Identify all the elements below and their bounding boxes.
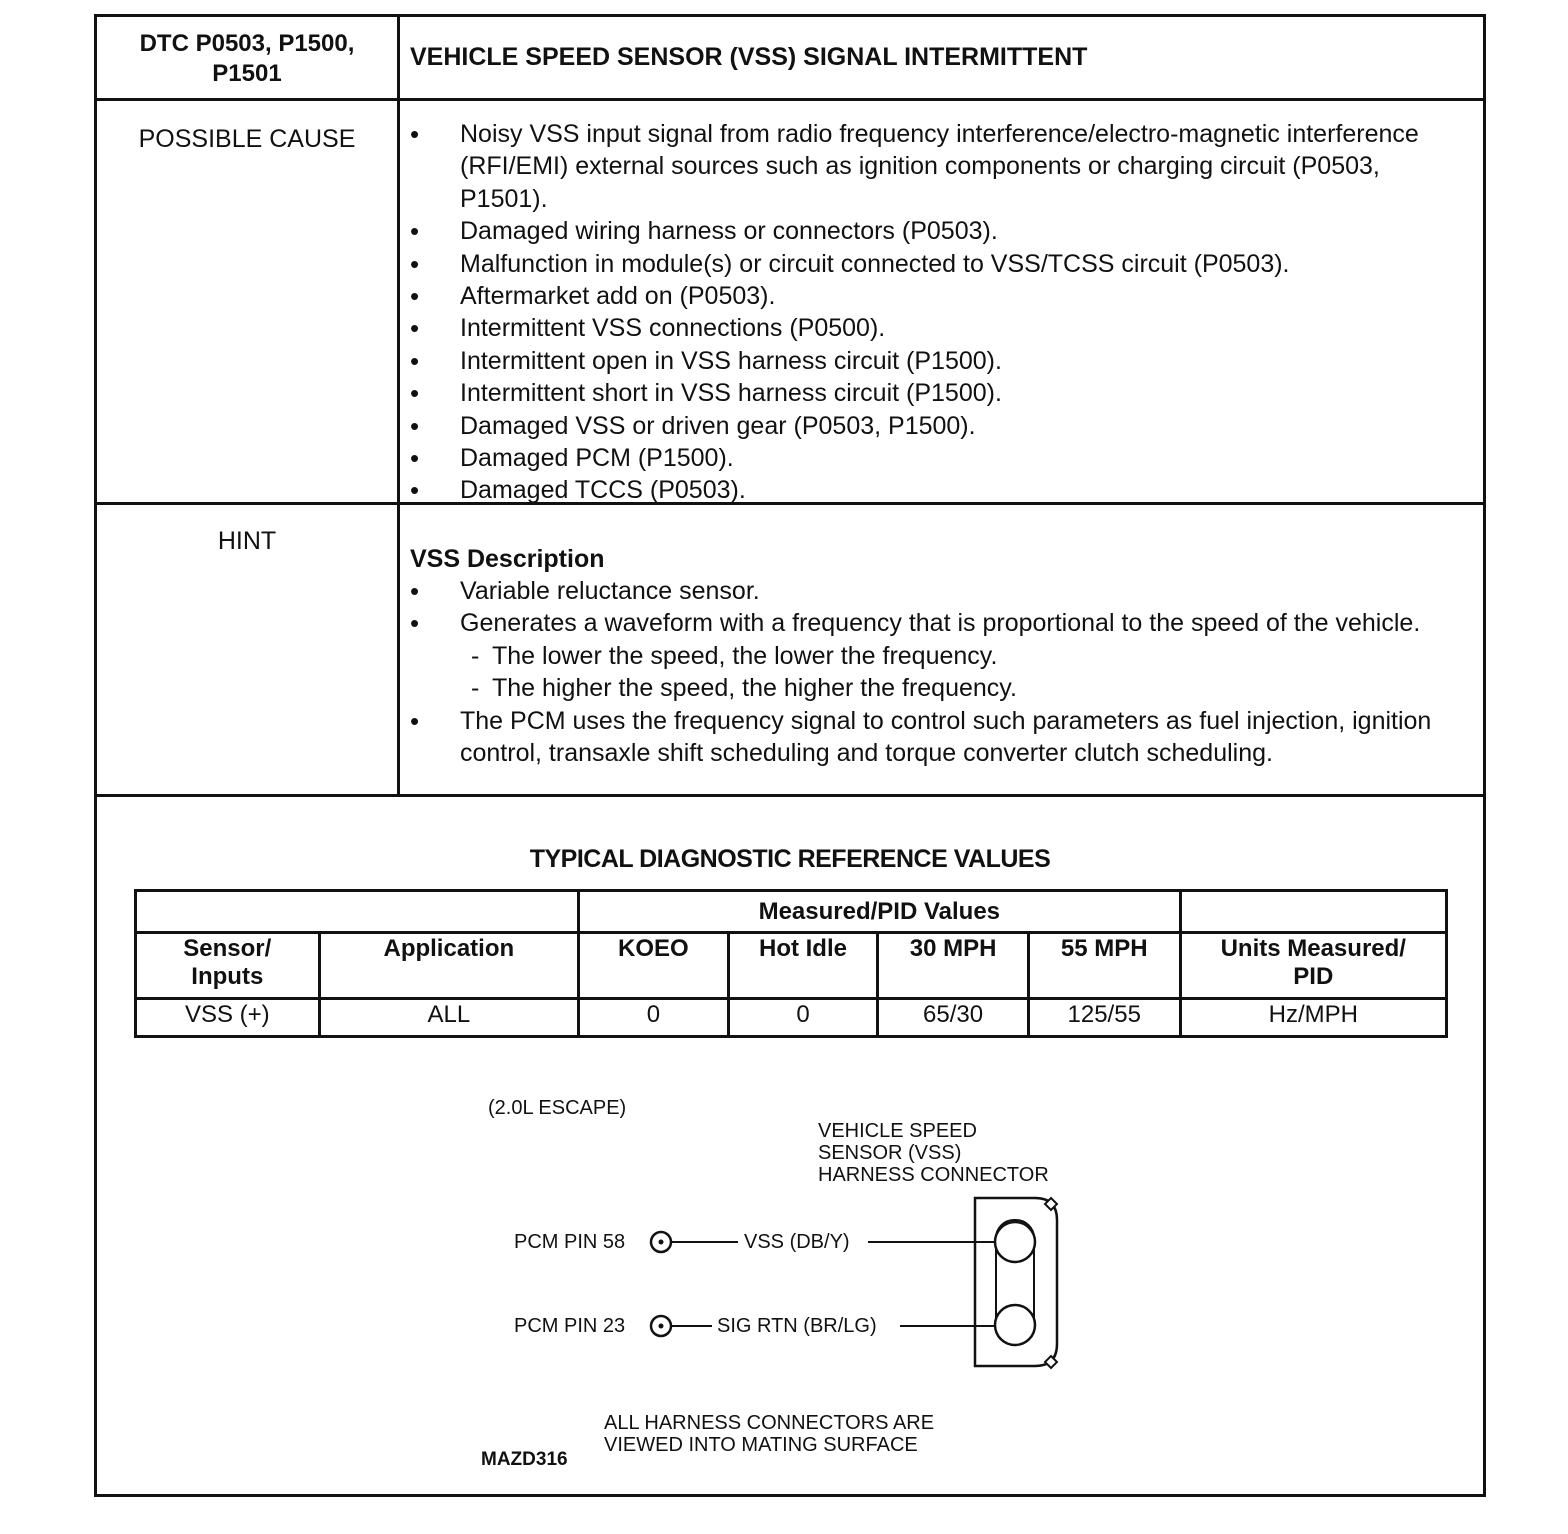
- col-units-line-2: PID: [1293, 963, 1334, 990]
- pcm-terminal-58-dot: [659, 1240, 664, 1245]
- connector-latch-bottom: [1045, 1356, 1057, 1368]
- col-units-line-1: Units Measured/: [1220, 935, 1406, 962]
- hint-bullet: • The PCM uses the frequency signal to control such parameters as fuel injection, ignition control, transaxle shift scheduling and torque converter clutch scheduling.: [410, 705, 1443, 770]
- dtc-line-1: DTC P0503, P1500,: [139, 30, 355, 57]
- pcm-terminal-23-dot: [659, 1324, 664, 1329]
- diagram-model-label: (2.0L ESCAPE): [488, 1097, 627, 1119]
- hint-heading: VSS Description: [410, 545, 605, 573]
- connector-label: [818, 1120, 1049, 1186]
- note-line-2: VIEWED INTO MATING SURFACE: [604, 1434, 918, 1456]
- possible-cause-item: • Malfunction in module(s) or circuit connected to VSS/TCSS circuit (P0503).: [410, 248, 1443, 280]
- pin-23-wire-label: SIG RTN (BR/LG): [717, 1315, 877, 1337]
- hint-sub-item: - The lower the speed, the lower the frequency.: [410, 640, 1443, 672]
- dtc-title: VEHICLE SPEED SENSOR (VSS) SIGNAL INTERMITTENT: [410, 43, 1088, 71]
- connector-label-line-3: HARNESS CONNECTOR: [818, 1164, 1049, 1186]
- pin-23-label: PCM PIN 23: [514, 1315, 626, 1337]
- cell-units: Hz/MPH: [1180, 999, 1446, 1037]
- cell-30mph: 65/30: [878, 999, 1029, 1037]
- col-sensor-line-2: Inputs: [191, 963, 264, 990]
- note-line-1: ALL HARNESS CONNECTORS ARE: [604, 1412, 935, 1434]
- figure-id: MAZD316: [481, 1449, 568, 1470]
- hint-label: HINT: [217, 527, 277, 555]
- hint-bullet: • Generates a waveform with a frequency that is proportional to the speed of the vehicle.: [410, 607, 1443, 639]
- col-hot-idle-header: Hot Idle: [728, 933, 878, 999]
- col-sensor-line-1: Sensor/: [183, 935, 272, 962]
- cell-55mph: 125/55: [1028, 999, 1180, 1037]
- possible-cause-item: • Intermittent short in VSS harness circuit (P1500).: [410, 377, 1443, 409]
- connector-label-line-2: SENSOR (VSS): [818, 1142, 962, 1164]
- pin-58-wire-label: VSS (DB/Y): [744, 1231, 850, 1253]
- cell-koeo: 0: [579, 999, 729, 1037]
- col-30mph-header: 30 MPH: [878, 933, 1029, 999]
- possible-cause-item: • Damaged PCM (P1500).: [410, 442, 1443, 474]
- connector-pin-1: [995, 1222, 1035, 1262]
- possible-cause-label: POSSIBLE CAUSE: [138, 125, 356, 153]
- col-koeo-header: KOEO: [579, 933, 729, 999]
- possible-cause-item: • Intermittent VSS connections (P0500).: [410, 312, 1443, 344]
- connector-label-line-1: VEHICLE SPEED: [818, 1120, 977, 1142]
- measured-pid-header: Measured/PID Values: [579, 891, 1181, 933]
- possible-cause-item: • Intermittent open in VSS harness circuit (P1500).: [410, 345, 1443, 377]
- possible-cause-item: • Damaged VSS or driven gear (P0503, P1500).: [410, 410, 1443, 442]
- cell-sensor: VSS (+): [136, 999, 320, 1037]
- reference-title: TYPICAL DIAGNOSTIC REFERENCE VALUES: [529, 845, 1051, 873]
- possible-cause-item: • Noisy VSS input signal from radio frequency interference/electro-magnetic interference (RFI/EMI) external sources such as ignition components or charging circuit (P0503, P1501).: [410, 118, 1443, 215]
- possible-cause-item: • Aftermarket add on (P0503).: [410, 280, 1443, 312]
- hint-sub-item: - The higher the speed, the higher the frequency.: [410, 672, 1443, 704]
- col-application-header: Application: [319, 933, 578, 999]
- mating-surface-note: [604, 1412, 934, 1456]
- cell-application: ALL: [319, 999, 578, 1037]
- cell-hot-idle: 0: [728, 999, 878, 1037]
- connector-pin-2: [995, 1305, 1035, 1345]
- possible-cause-item: • Damaged wiring harness or connectors (P0503).: [410, 215, 1443, 247]
- hint-bullet: • Variable reluctance sensor.: [410, 575, 1443, 607]
- dtc-line-2: P1501: [212, 60, 282, 87]
- possible-cause-item: • Damaged TCCS (P0503).: [410, 474, 1443, 506]
- col-55mph-header: 55 MPH: [1028, 933, 1180, 999]
- pin-58-label: PCM PIN 58: [514, 1231, 626, 1253]
